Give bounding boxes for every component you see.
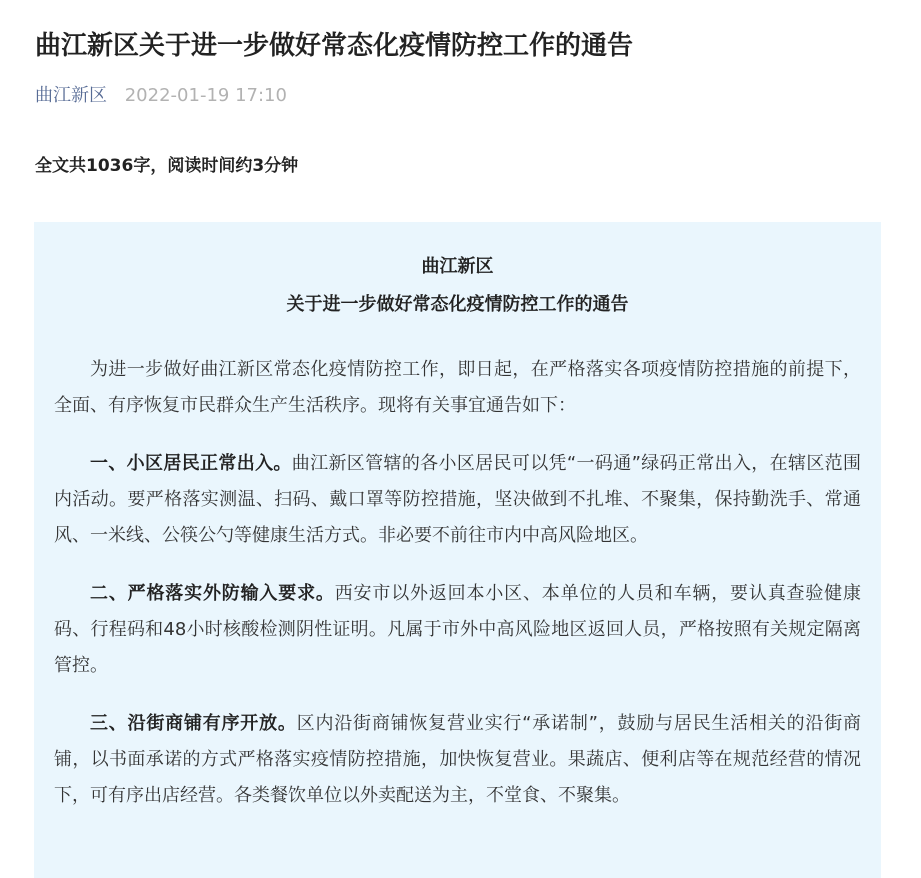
item-3-heading: 三、沿街商铺有序开放。 — [90, 713, 297, 734]
notice-intro: 为进一步做好曲江新区常态化疫情防控工作，即日起，在严格落实各项疫情防控措施的前提下，全面、有序恢复市民群众生产生活秩序。现将有关事宜通告如下： — [54, 359, 861, 416]
article-title: 曲江新区关于进一步做好常态化疫情防控工作的通告 — [35, 31, 634, 61]
item-2-heading: 二、严格落实外防输入要求。 — [90, 583, 335, 604]
notice-item-3 — [54, 706, 861, 814]
item-1-body: 曲江新区管辖的各小区居民可以凭“一码通”绿码正常出入，在辖区范围内活动。要严格落实测温、扫码、戴口罩等防控措施，坚决做到不扎堆、不聚集，保持勤洗手、常通风、一米线、公筷公勺等健康生活方式。非必要不前往市内中高风险地区。 — [54, 453, 861, 546]
notice-box — [34, 222, 881, 878]
item-2-body: 西安市以外返回本小区、本单位的人员和车辆，要认真查验健康码、行程码和48小时核酸检测阴性证明。凡属于市外中高风险地区返回人员，严格按照有关规定隔离管控。 — [54, 583, 862, 676]
publish-time: 2022-01-19 17:10 — [124, 85, 287, 106]
item-3-body: 区内沿街商铺恢复营业实行“承诺制”，鼓励与居民生活相关的沿街商铺，以书面承诺的方式严格落实疫情防控措施，加快恢复营业。果蔬店、便利店等在规范经营的情况下，可有序出店经营。各类餐饮单位以外卖配送为主，不堂食、不聚集。 — [54, 713, 862, 806]
notice-issuer: 曲江新区 — [421, 256, 494, 277]
notice-heading: 关于进一步做好常态化疫情防控工作的通告 — [286, 294, 629, 315]
article-meta — [35, 83, 287, 109]
notice-item-2 — [54, 576, 861, 684]
notice-item-1 — [54, 446, 861, 554]
word-count-note: 全文共1036字，阅读时间约3分钟 — [35, 156, 299, 176]
item-1-heading: 一、小区居民正常出入。 — [90, 453, 292, 474]
source-link[interactable]: 曲江新区 — [35, 85, 107, 106]
